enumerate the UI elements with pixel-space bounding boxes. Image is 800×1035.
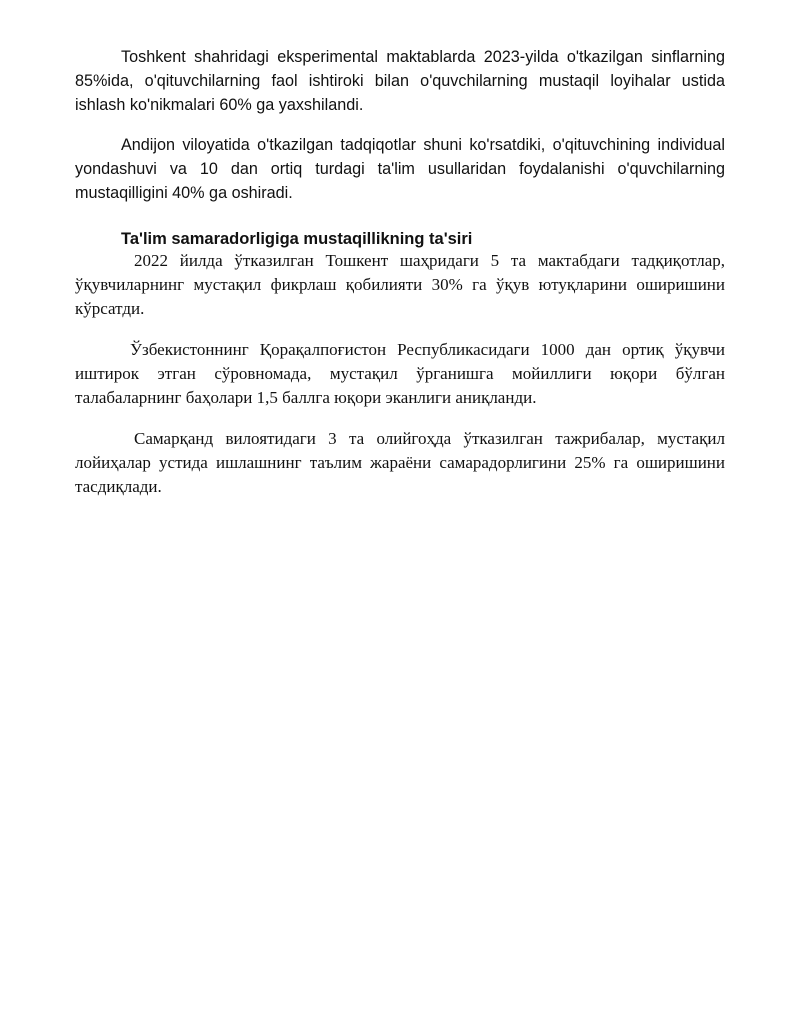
paragraph-samarkand-experiments: Самарқанд вилоятидаги 3 та олийгоҳда ўтказилган тажрибалар, мустақил лойиҳалар устида ишлашнинг таълим жараёни самарадорлигини 25% га оширишини тасдиқлади. (75, 429, 725, 496)
paragraph-tashkent-experimental-schools: Toshkent shahridagi eksperimental maktablarda 2023-yilda o'tkazilgan sinflarning 85%ida, o'qituvchilarning faol ishtiroki bilan o'quvchilarning mustaqil loyihalar ustida ishlash ko'nikmalari 60% ga yaxshilandi. (75, 48, 725, 114)
paragraph-tashkent-2022-study: 2022 йилда ўтказилган Тошкент шаҳридаги 5 та мактабдаги тадқиқотлар, ўқувчиларнинг мустақил фикрлаш қобилияти 30% га ўқув ютуқларини оширишини кўрсатди. (75, 251, 725, 318)
section-heading: Ta'lim samaradorligiga mustaqillikning ta'siri (121, 230, 473, 248)
paragraph-karakalpakstan-survey: Ўзбекистоннинг Қорақалпоғистон Республикасидаги 1000 дан ортиқ ўқувчи иштирок этган сўровномада, мустақил ўрганишга мойиллиги юқори бўлган талабаларнинг баҳолари 1,5 баллга юқори эканлиги аниқланди. (75, 340, 725, 407)
paragraph-andijan-research: Andijon viloyatida o'tkazilgan tadqiqotlar shuni ko'rsatdiki, o'qituvchining individual yondashuvi va 10 dan ortiq turdagi ta'lim usullaridan foydalanishi o'quvchilarning mustaqilligini 40% ga oshiradi. (75, 136, 725, 202)
